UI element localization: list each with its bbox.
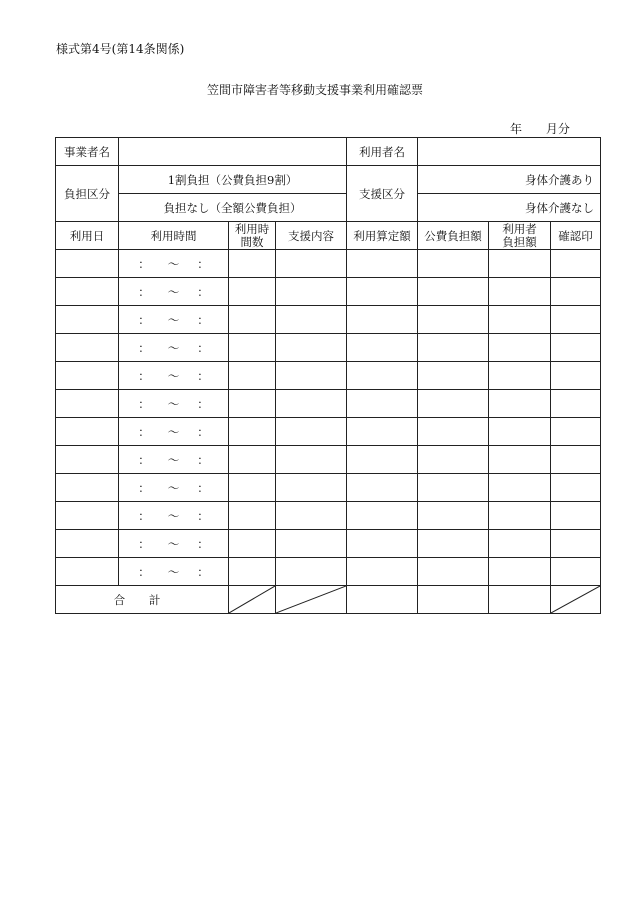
cell-time[interactable]: [119, 250, 229, 278]
cell-calc[interactable]: [347, 446, 418, 474]
cell-public[interactable]: [418, 474, 489, 502]
cell-hours[interactable]: [229, 474, 276, 502]
cell-support[interactable]: [276, 530, 347, 558]
cell-date[interactable]: [56, 278, 119, 306]
time-colon-2: ：: [197, 340, 209, 355]
time-colon-2: ：: [197, 564, 209, 579]
cell-public[interactable]: [418, 530, 489, 558]
col-header-seal: 確認印: [551, 222, 601, 250]
table-row: [56, 530, 601, 558]
time-colon-1: ：: [138, 424, 150, 439]
col-header-user-burden: [489, 222, 551, 250]
cell-date[interactable]: [56, 306, 119, 334]
cell-user-burden[interactable]: [489, 250, 551, 278]
time-colon-2: ：: [197, 368, 209, 383]
cell-calc[interactable]: [347, 390, 418, 418]
cell-date[interactable]: [56, 418, 119, 446]
cell-support[interactable]: [276, 418, 347, 446]
cell-support[interactable]: [276, 502, 347, 530]
table-row: [56, 306, 601, 334]
time-colon-2: ：: [197, 480, 209, 495]
user-name-label: 利用者名: [347, 138, 418, 166]
cell-seal[interactable]: [551, 530, 601, 558]
cell-date[interactable]: [56, 558, 119, 586]
cell-date[interactable]: [56, 362, 119, 390]
cell-seal[interactable]: [551, 334, 601, 362]
burden-option-1[interactable]: 1割負担（公費負担9割）: [119, 166, 347, 194]
cell-hours[interactable]: [229, 558, 276, 586]
col-header-time: 利用時間: [119, 222, 229, 250]
cell-hours[interactable]: [229, 530, 276, 558]
user-name-field[interactable]: [418, 138, 601, 166]
col-header-hours: [229, 222, 276, 250]
cell-user-burden[interactable]: [489, 362, 551, 390]
total-public[interactable]: [418, 586, 489, 614]
time-colon-2: ：: [197, 312, 209, 327]
col-header-public: 公費負担額: [418, 222, 489, 250]
cell-calc[interactable]: [347, 558, 418, 586]
cell-date[interactable]: [56, 502, 119, 530]
time-colon-2: ：: [197, 284, 209, 299]
time-colon-1: ：: [138, 340, 150, 355]
support-option-2[interactable]: 身体介護なし: [418, 194, 601, 222]
cell-time[interactable]: [119, 362, 229, 390]
year-label: 年: [510, 122, 523, 136]
time-colon-1: ：: [138, 536, 150, 551]
cell-date[interactable]: [56, 474, 119, 502]
cell-user-burden[interactable]: [489, 446, 551, 474]
provider-name-field[interactable]: [119, 138, 347, 166]
cell-public[interactable]: [418, 362, 489, 390]
cell-hours[interactable]: [229, 306, 276, 334]
cell-calc[interactable]: [347, 306, 418, 334]
total-seal-slash: [551, 586, 601, 614]
time-tilde: 〜: [167, 508, 180, 523]
cell-seal[interactable]: [551, 418, 601, 446]
month-label: 月分: [545, 122, 570, 136]
time-colon-2: ：: [197, 452, 209, 467]
cell-time[interactable]: [119, 278, 229, 306]
time-colon-1: ：: [138, 312, 150, 327]
cell-public[interactable]: [418, 306, 489, 334]
cell-support[interactable]: [276, 362, 347, 390]
time-tilde: 〜: [167, 424, 180, 439]
time-colon-1: ：: [138, 396, 150, 411]
cell-hours[interactable]: [229, 502, 276, 530]
cell-seal[interactable]: [551, 306, 601, 334]
time-tilde: 〜: [167, 368, 180, 383]
cell-seal[interactable]: [551, 278, 601, 306]
cell-date[interactable]: [56, 530, 119, 558]
cell-public[interactable]: [418, 250, 489, 278]
total-calc[interactable]: [347, 586, 418, 614]
cell-seal[interactable]: [551, 558, 601, 586]
table-row: [56, 418, 601, 446]
time-colon-1: ：: [138, 284, 150, 299]
cell-time[interactable]: [119, 446, 229, 474]
time-tilde: 〜: [167, 480, 180, 495]
time-colon-2: ：: [197, 536, 209, 551]
time-colon-1: ：: [138, 452, 150, 467]
cell-time[interactable]: [119, 306, 229, 334]
cell-time[interactable]: [119, 334, 229, 362]
cell-hours[interactable]: [229, 362, 276, 390]
cell-hours[interactable]: [229, 418, 276, 446]
table-row: [56, 558, 601, 586]
cell-support[interactable]: [276, 446, 347, 474]
cell-support[interactable]: [276, 558, 347, 586]
table-row: [56, 278, 601, 306]
cell-calc[interactable]: [347, 250, 418, 278]
cell-user-burden[interactable]: [489, 530, 551, 558]
cell-user-burden[interactable]: [489, 474, 551, 502]
cell-hours[interactable]: [229, 334, 276, 362]
col-header-date: 利用日: [56, 222, 119, 250]
cell-user-burden[interactable]: [489, 306, 551, 334]
table-row: [56, 250, 601, 278]
time-tilde: 〜: [167, 452, 180, 467]
cell-public[interactable]: [418, 446, 489, 474]
table-row: [56, 446, 601, 474]
table-row: [56, 502, 601, 530]
cell-user-burden[interactable]: [489, 278, 551, 306]
table-row: [56, 334, 601, 362]
cell-public[interactable]: [418, 334, 489, 362]
cell-hours[interactable]: [229, 250, 276, 278]
cell-date[interactable]: [56, 390, 119, 418]
time-colon-2: ：: [197, 508, 209, 523]
time-colon-2: ：: [197, 256, 209, 271]
burden-option-2[interactable]: 負担なし（全額公費負担）: [119, 194, 347, 222]
col-header-support: 支援内容: [276, 222, 347, 250]
cell-calc[interactable]: [347, 334, 418, 362]
cell-user-burden[interactable]: [489, 390, 551, 418]
cell-public[interactable]: [418, 390, 489, 418]
cell-seal[interactable]: [551, 446, 601, 474]
cell-hours[interactable]: [229, 446, 276, 474]
cell-calc[interactable]: [347, 502, 418, 530]
time-tilde: 〜: [167, 396, 180, 411]
total-hours-slash: [229, 586, 276, 614]
cell-public[interactable]: [418, 558, 489, 586]
cell-seal[interactable]: [551, 474, 601, 502]
total-support-slash: [276, 586, 347, 614]
total-label-text: 合 計: [113, 592, 171, 607]
cell-calc[interactable]: [347, 362, 418, 390]
time-colon-2: ：: [197, 396, 209, 411]
cell-calc[interactable]: [347, 530, 418, 558]
cell-seal[interactable]: [551, 362, 601, 390]
time-colon-1: ：: [138, 256, 150, 271]
time-tilde: 〜: [167, 284, 180, 299]
time-tilde: 〜: [167, 256, 180, 271]
cell-public[interactable]: [418, 502, 489, 530]
confirmation-table: [55, 137, 601, 614]
cell-time[interactable]: [119, 502, 229, 530]
table-row: [56, 390, 601, 418]
support-category-label: 支援区分: [347, 166, 418, 222]
time-tilde: 〜: [167, 340, 180, 355]
cell-time[interactable]: [119, 558, 229, 586]
cell-time[interactable]: [119, 474, 229, 502]
cell-seal[interactable]: [551, 390, 601, 418]
cell-calc[interactable]: [347, 418, 418, 446]
cell-support[interactable]: [276, 334, 347, 362]
cell-support[interactable]: [276, 250, 347, 278]
year-month-line: [510, 120, 570, 137]
col-header-hours-line1: 利用時: [234, 221, 270, 236]
total-label: [56, 586, 229, 614]
cell-support[interactable]: [276, 390, 347, 418]
time-colon-1: ：: [138, 508, 150, 523]
time-colon-1: ：: [138, 368, 150, 383]
support-option-1[interactable]: 身体介護あり: [418, 166, 601, 194]
cell-user-burden[interactable]: [489, 502, 551, 530]
cell-user-burden[interactable]: [489, 334, 551, 362]
cell-date[interactable]: [56, 446, 119, 474]
col-header-calc: 利用算定額: [347, 222, 418, 250]
provider-name-label: 事業者名: [56, 138, 119, 166]
cell-public[interactable]: [418, 418, 489, 446]
time-colon-2: ：: [197, 424, 209, 439]
cell-time[interactable]: [119, 390, 229, 418]
cell-hours[interactable]: [229, 390, 276, 418]
cell-date[interactable]: [56, 334, 119, 362]
cell-support[interactable]: [276, 306, 347, 334]
time-tilde: 〜: [167, 312, 180, 327]
table-row: [56, 362, 601, 390]
cell-support[interactable]: [276, 278, 347, 306]
cell-seal[interactable]: [551, 250, 601, 278]
cell-time[interactable]: [119, 530, 229, 558]
cell-calc[interactable]: [347, 474, 418, 502]
cell-date[interactable]: [56, 250, 119, 278]
col-header-hours-line2: 間数: [240, 234, 264, 249]
cell-user-burden[interactable]: [489, 418, 551, 446]
document-title: 笠間市障害者等移動支援事業利用確認票: [206, 83, 423, 97]
cell-calc[interactable]: [347, 278, 418, 306]
cell-time[interactable]: [119, 418, 229, 446]
burden-category-label: 負担区分: [56, 166, 119, 222]
total-user-burden[interactable]: [489, 586, 551, 614]
form-number: 様式第4号(第14条関係): [56, 42, 185, 56]
cell-public[interactable]: [418, 278, 489, 306]
time-colon-1: ：: [138, 564, 150, 579]
time-colon-1: ：: [138, 480, 150, 495]
cell-seal[interactable]: [551, 502, 601, 530]
col-header-user-burden-line2: 負担額: [502, 234, 537, 249]
table-row: [56, 474, 601, 502]
cell-support[interactable]: [276, 474, 347, 502]
time-tilde: 〜: [167, 564, 180, 579]
time-tilde: 〜: [167, 536, 180, 551]
cell-user-burden[interactable]: [489, 558, 551, 586]
col-header-user-burden-line1: 利用者: [502, 221, 537, 236]
cell-hours[interactable]: [229, 278, 276, 306]
